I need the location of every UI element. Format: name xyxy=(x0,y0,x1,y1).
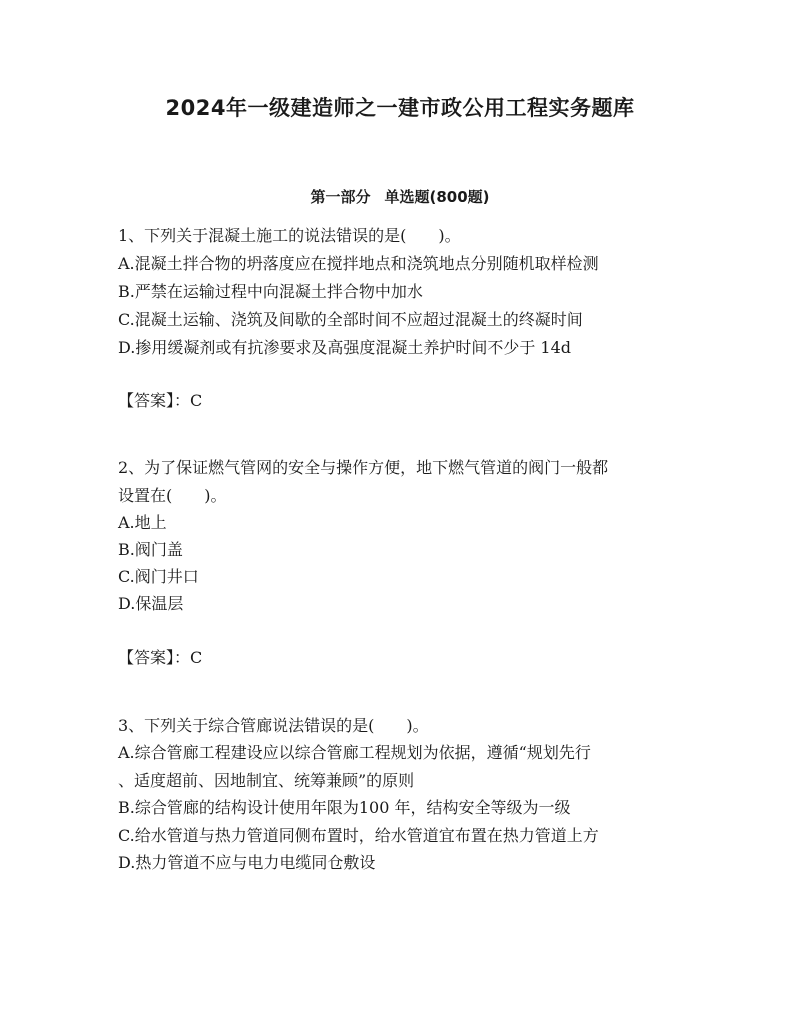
question-1-stem: 1、下列关于混凝土施工的说法错误的是( )。 xyxy=(118,226,461,245)
answer-value: C xyxy=(190,391,203,410)
question-1-option-a: A.混凝土拌合物的坍落度应在搅拌地点和浇筑地点分别随机取样检测 xyxy=(118,254,599,273)
question-1-answer xyxy=(118,391,202,411)
section-name: 单选题(800题) xyxy=(384,188,490,206)
question-3-option-a-line-1: A.综合管廊工程建设应以综合管廊工程规划为依据，遵循“规划先行 xyxy=(118,743,591,762)
question-2-answer xyxy=(118,648,202,668)
answer-label: 【答案】： xyxy=(118,391,191,410)
question-2-option-d: D.保温层 xyxy=(118,594,184,613)
section-part: 第一部分 xyxy=(310,188,371,206)
section-heading xyxy=(0,186,800,207)
answer-label: 【答案】： xyxy=(118,648,191,667)
question-2-option-c: C.阀门井口 xyxy=(118,567,199,586)
question-3-option-d: D.热力管道不应与电力电缆同仓敷设 xyxy=(118,853,376,872)
question-1-option-d: D.掺用缓凝剂或有抗渗要求及高强度混凝土养护时间不少于 14d xyxy=(118,338,572,357)
question-2-option-a: A.地上 xyxy=(118,513,167,532)
question-1-option-c: C.混凝土运输、浇筑及间歇的全部时间不应超过混凝土的终凝时间 xyxy=(118,310,583,329)
document-title: 2024年一级建造师之一建市政公用工程实务题库 xyxy=(165,96,635,120)
answer-value: C xyxy=(190,648,203,667)
question-2-stem-line-1: 2、为了保证燃气管网的安全与操作方便，地下燃气管道的阀门一般都 xyxy=(118,458,609,477)
question-3-stem: 3、下列关于综合管廊说法错误的是( )。 xyxy=(118,716,429,735)
question-1-option-b: B.严禁在运输过程中向混凝土拌合物中加水 xyxy=(118,282,423,301)
question-2-option-b: B.阀门盖 xyxy=(118,540,183,559)
question-2-stem-line-2: 设置在( )。 xyxy=(118,486,227,505)
question-3-option-c: C.给水管道与热力管道同侧布置时，给水管道宜布置在热力管道上方 xyxy=(118,826,599,845)
question-3-option-b: B.综合管廊的结构设计使用年限为100 年，结构安全等级为一级 xyxy=(118,798,571,817)
question-3-option-a-line-2: 、适度超前、因地制宜、统筹兼顾”的原则 xyxy=(118,771,415,790)
